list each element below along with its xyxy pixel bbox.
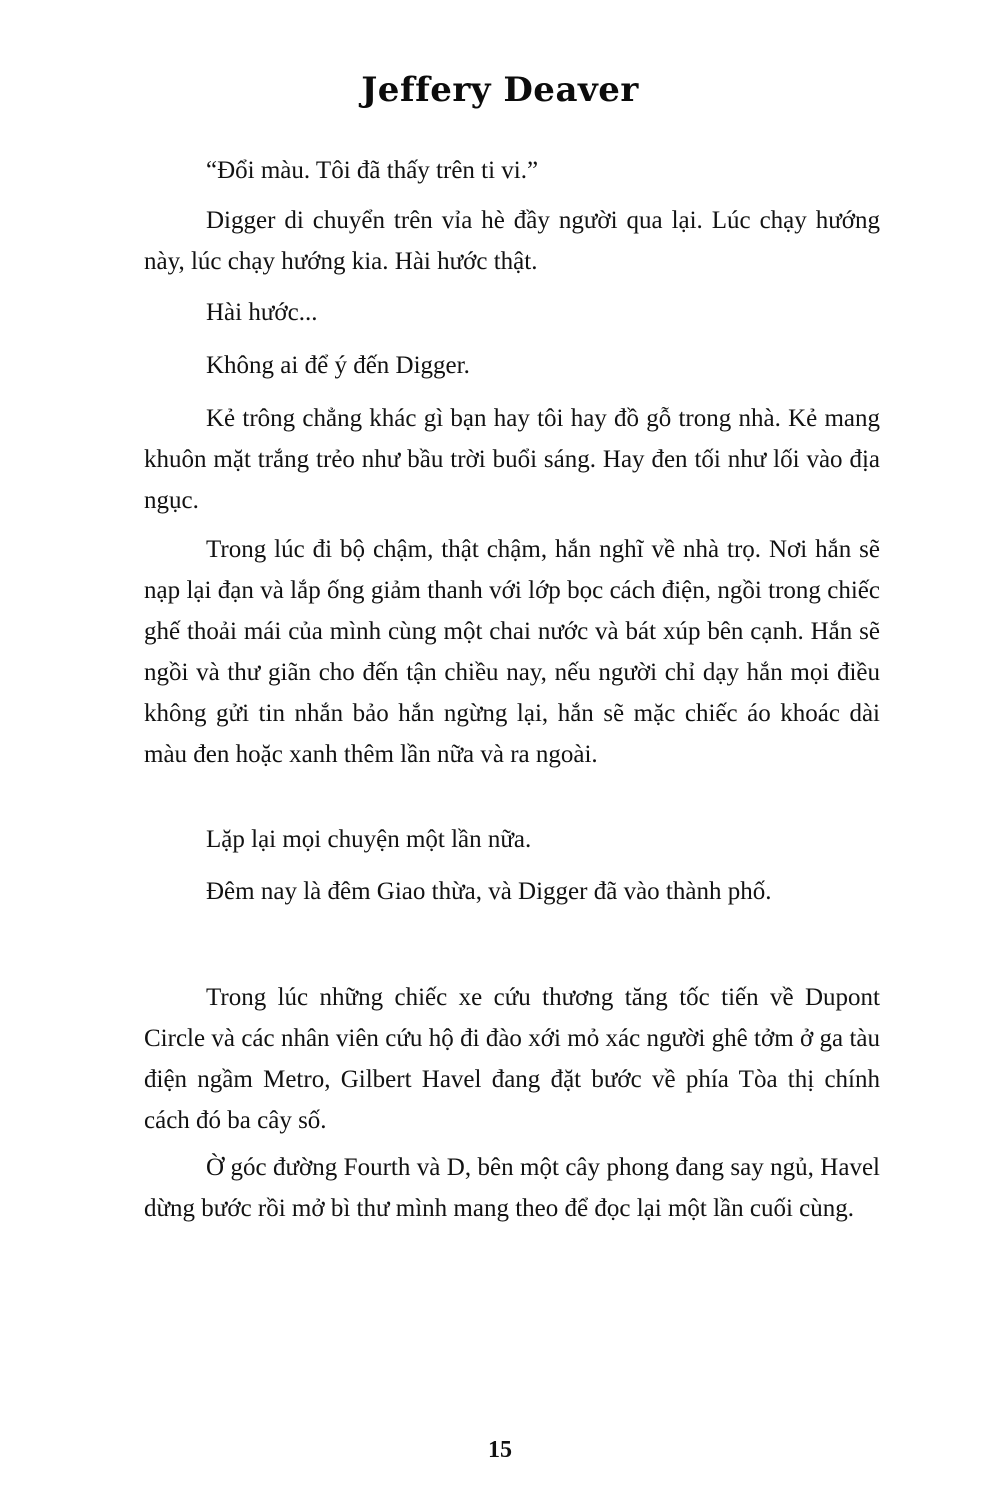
paragraph: Kẻ trông chẳng khác gì bạn hay tôi hay đồ gỗ trong nhà. Kẻ mang khuôn mặt trắng trẻo như bầu trời buổi sáng. Hay đen tối như lối vào địa ngục. [144, 405, 880, 514]
paragraph: Digger di chuyển trên vỉa hè đầy người qua lại. Lúc chạy hướng này, lúc chạy hướng kia. Hài hước thật. [144, 207, 880, 275]
paragraph: Đêm nay là đêm Giao thừa, và Digger đã vào thành phố. [206, 878, 772, 905]
paragraph: Không ai để ý đến Digger. [206, 352, 470, 379]
running-head-author: Jeffery Deaver [361, 70, 639, 110]
paragraph: Trong lúc những chiếc xe cứu thương tăng tốc tiến về Dupont Circle và các nhân viên cứu hộ đi đào xới mỏ xác người ghê tởm ở ga tàu điện ngầm Metro, Gilbert Havel đang đặt bước về phía Tòa thị chính cách đó ba cây số. [144, 984, 880, 1134]
paragraph: Lặp lại mọi chuyện một lần nữa. [206, 826, 532, 853]
paragraph: Hài hước... [206, 299, 318, 326]
paragraph: Ờ góc đường Fourth và D, bên một cây phong đang say ngủ, Havel dừng bước rồi mở bì thư mình mang theo để đọc lại một lần cuối cùng. [144, 1154, 880, 1222]
paragraph: “Đổi màu. Tôi đã thấy trên ti vi.” [206, 157, 539, 184]
page-number: 15 [488, 1437, 512, 1463]
paragraph: Trong lúc đi bộ chậm, thật chậm, hắn nghĩ về nhà trọ. Nơi hắn sẽ nạp lại đạn và lắp ống giảm thanh với lớp bọc cách điện, ngồi trong chiếc ghế thoải mái của mình cùng một chai nước và bát xúp bên cạnh. Hắn sẽ ngồi và thư giãn cho đến tận chiều nay, nếu người chỉ dạy hắn mọi điều không gửi tin nhắn bảo hắn ngừng lại, hắn sẽ mặc chiếc áo khoác dài màu đen hoặc xanh thêm lần nữa và ra ngoài. [144, 536, 880, 768]
